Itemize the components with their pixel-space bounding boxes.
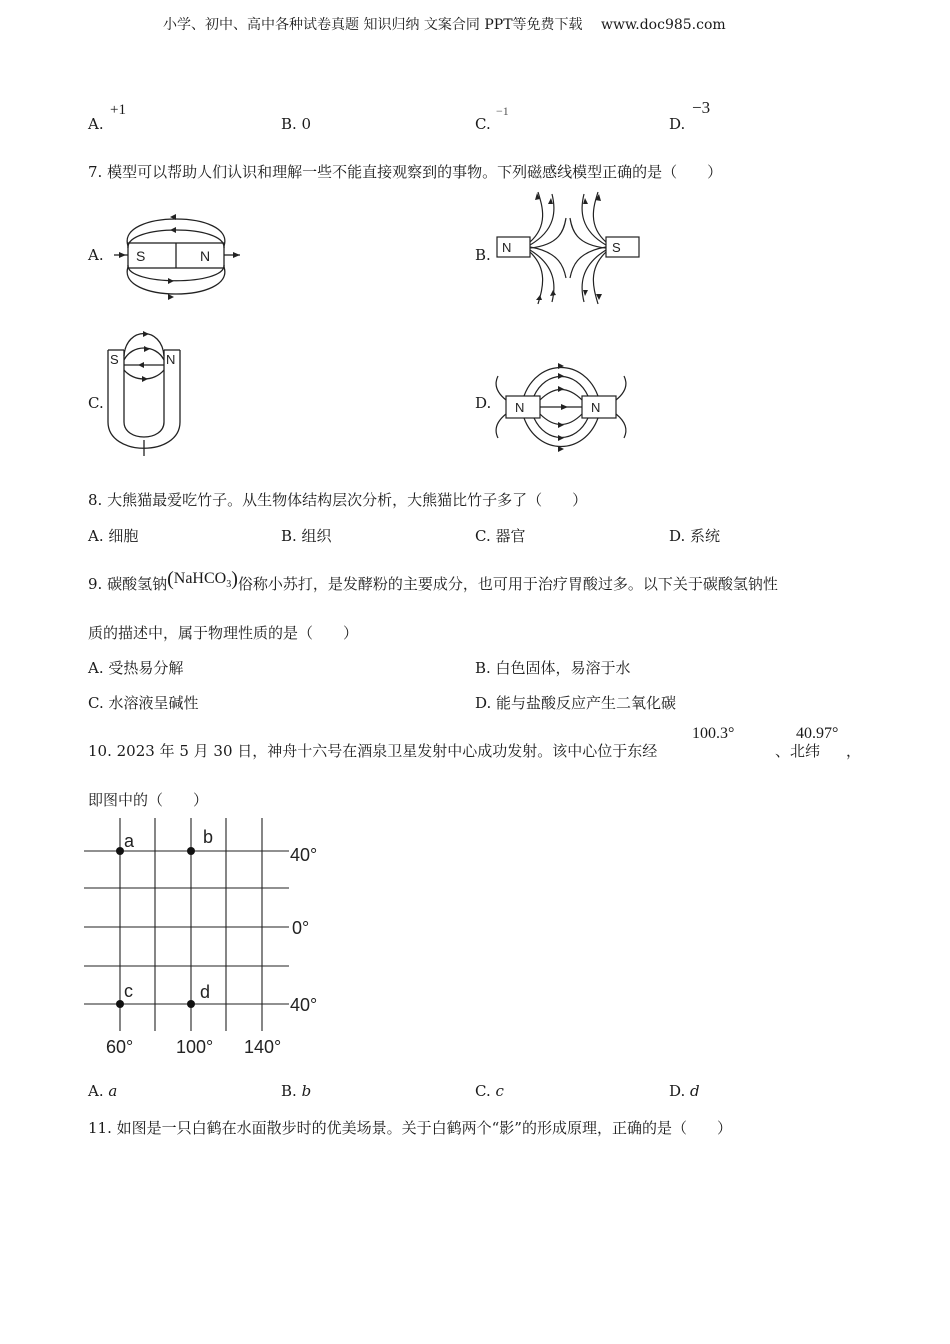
q10-option-a[interactable]: A. a bbox=[88, 1082, 118, 1100]
q10-latitude: 40.97° bbox=[796, 725, 839, 742]
q8-option-b[interactable]: B. 组织 bbox=[281, 527, 332, 545]
q9-option-a[interactable]: A. 受热易分解 bbox=[88, 659, 184, 677]
header-url[interactable]: www.doc985.com bbox=[600, 17, 726, 33]
q7a-n-label: N bbox=[200, 248, 211, 264]
q10-comma: ， bbox=[846, 742, 862, 760]
grid-label-d: d bbox=[200, 982, 211, 1002]
q7-figure-b bbox=[494, 190, 644, 306]
q7b-n-label: N bbox=[502, 240, 512, 255]
grid-label-c: c bbox=[124, 981, 133, 1001]
grid-label-a: a bbox=[124, 831, 135, 851]
q10-mid: 、北纬 bbox=[775, 742, 821, 760]
grid-lat-label-top: 40° bbox=[290, 845, 318, 865]
q7-stem: 7. 模型可以帮助人们认识和理解一些不能直接观察到的事物。下列磁感线模型正确的是（ ） bbox=[88, 163, 723, 181]
grid-point-a bbox=[116, 847, 124, 855]
grid-lon-label-100: 100° bbox=[176, 1037, 214, 1057]
q9-stem-line1: 9. 碳酸氢钠(NaHCO$_3$)俗称小苏打，是发酵粉的主要成分，也可用于治疗胃酸过多。以下关于碳酸氢钠性 bbox=[88, 568, 778, 593]
q7d-n-label-left: N bbox=[515, 400, 525, 415]
q7c-n-label: N bbox=[166, 352, 176, 367]
q10-longitude: 100.3° bbox=[692, 725, 735, 742]
grid-lat-label-bottom: 40° bbox=[290, 995, 318, 1015]
q8-stem: 8. 大熊猫最爱吃竹子。从生物体结构层次分析，大熊猫比竹子多了（ ） bbox=[88, 491, 588, 509]
q9-option-b[interactable]: B. 白色固体，易溶于水 bbox=[475, 659, 631, 677]
q7-option-b-label[interactable]: B. bbox=[475, 246, 491, 264]
q9-stem-b: 俗称小苏打，是发酵粉的主要成分，也可用于治疗胃酸过多。以下关于碳酸氢钠性 bbox=[237, 575, 778, 593]
q6-option-c-value: −1 bbox=[496, 104, 509, 118]
q10-option-c[interactable]: C. c bbox=[475, 1082, 504, 1100]
q8-option-d[interactable]: D. 系统 bbox=[669, 527, 721, 545]
q9-stem-line2: 质的描述中，属于物理性质的是（ ） bbox=[88, 624, 359, 642]
q7b-s-label: S bbox=[612, 240, 621, 255]
q9-option-d[interactable]: D. 能与盐酸反应产生二氧化碳 bbox=[475, 694, 677, 712]
q10-stem-b: 即图中的（ ） bbox=[88, 791, 209, 809]
q7-figure-a bbox=[104, 208, 249, 306]
q6-option-d-label[interactable]: D. bbox=[669, 115, 686, 133]
q7-option-a-label[interactable]: A. bbox=[88, 246, 104, 264]
q6-option-b-label[interactable]: B. 0 bbox=[281, 115, 312, 133]
q7c-s-label: S bbox=[110, 352, 119, 367]
q8-option-a[interactable]: A. 细胞 bbox=[88, 527, 139, 545]
q8-option-c[interactable]: C. 器官 bbox=[475, 527, 526, 545]
q7d-n-label-right: N bbox=[591, 400, 601, 415]
q9-stem-a: 9. 碳酸氢钠 bbox=[88, 575, 168, 593]
q10-grid-figure bbox=[84, 816, 334, 1062]
grid-point-c bbox=[116, 1000, 124, 1008]
q6-option-d-value: −3 bbox=[692, 98, 711, 117]
q7-option-c-label[interactable]: C. bbox=[88, 394, 104, 412]
grid-label-b: b bbox=[203, 827, 214, 847]
q7-option-d-label[interactable]: D. bbox=[475, 394, 492, 412]
q9-formula: NaHCO$_3$ bbox=[173, 570, 232, 591]
grid-point-d bbox=[187, 1000, 195, 1008]
grid-lon-label-60: 60° bbox=[106, 1037, 134, 1057]
q6-option-a-label[interactable]: A. bbox=[88, 115, 104, 133]
q10-option-d[interactable]: D. d bbox=[669, 1082, 700, 1100]
grid-lon-label-140: 140° bbox=[244, 1037, 282, 1057]
header-banner bbox=[163, 14, 726, 34]
q7a-s-label: S bbox=[136, 248, 146, 264]
q10-stem-a: 10. 2023 年 5 月 30 日，神舟十六号在酒泉卫星发射中心成功发射。该中心位于东经 bbox=[88, 742, 658, 760]
q9-option-c[interactable]: C. 水溶液呈碱性 bbox=[88, 694, 199, 712]
q11-stem: 11. 如图是一只白鹤在水面散步时的优美场景。关于白鹤两个“影”的形成原理，正确的是（ ） bbox=[88, 1119, 732, 1137]
grid-lat-label-equator: 0° bbox=[292, 918, 310, 938]
q7-figure-d bbox=[494, 356, 634, 460]
header-text: 小学、初中、高中各种试卷真题 知识归纳 文案合同 PPT等免费下载 bbox=[163, 17, 583, 33]
q6-option-c-label[interactable]: C. bbox=[475, 115, 491, 133]
q6-option-a-value: +1 bbox=[110, 102, 126, 118]
grid-point-b bbox=[187, 847, 195, 855]
q10-option-b[interactable]: B. b bbox=[281, 1082, 312, 1100]
q7-figure-c bbox=[104, 322, 186, 458]
